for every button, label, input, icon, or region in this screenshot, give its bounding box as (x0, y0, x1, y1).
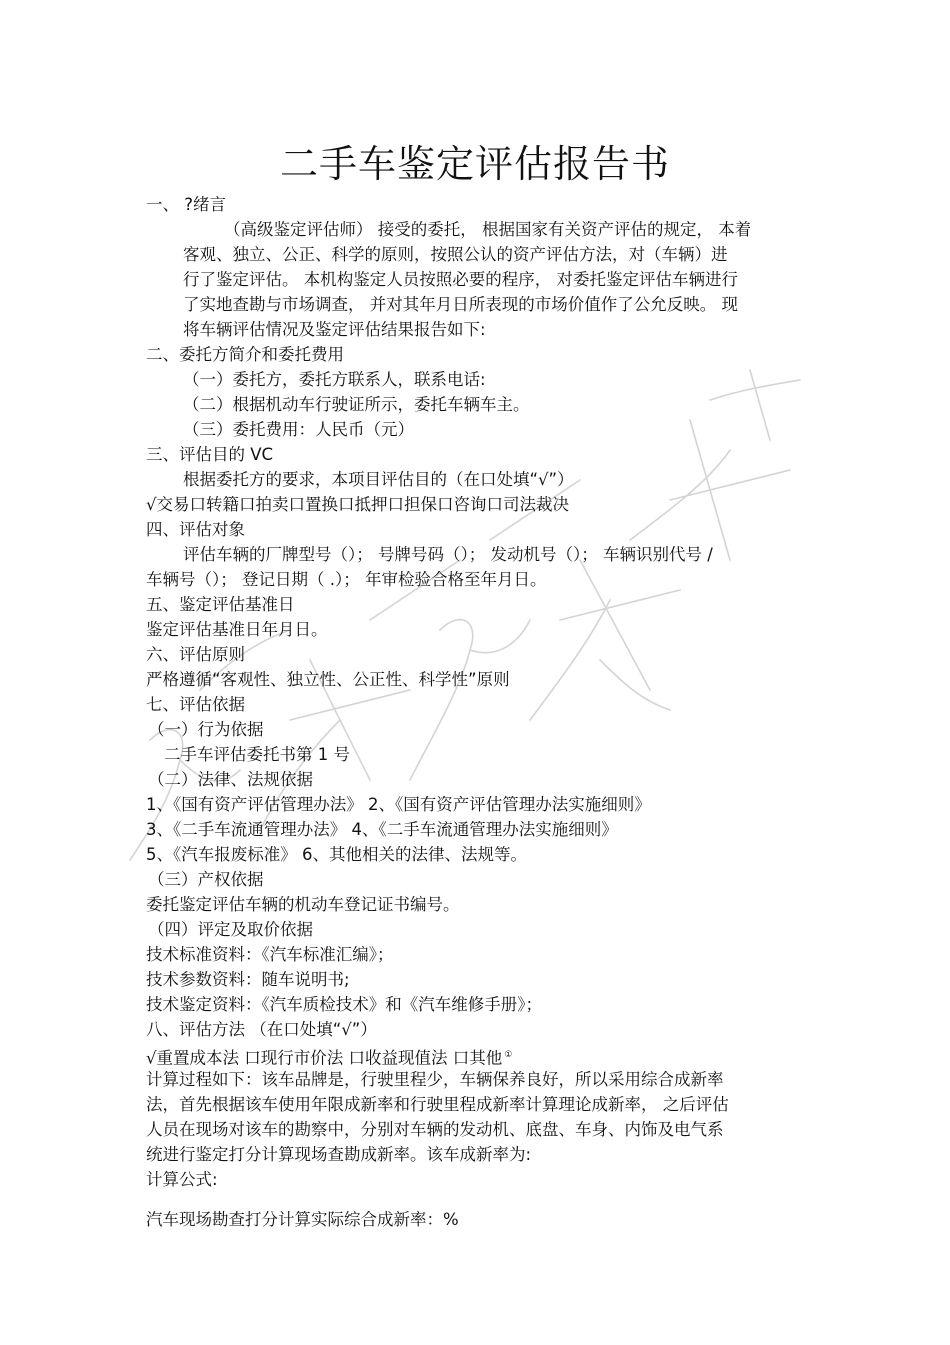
law-line-2: 3、《二手车流通管理办法》 4、《二手车流通管理办法实施细则》 (146, 820, 618, 839)
intro-line-4: 了实地查勘与市场调查， 并对其年月日所表现的市场价值作了公允反映。 现 (183, 295, 738, 314)
base-date-line: 鉴定评估基准日年月日。 (146, 620, 328, 639)
client-line-3: （三）委托费用：人民币（元） (183, 420, 414, 439)
section-6-heading: 六、评估原则 (146, 645, 245, 664)
purpose-line-1: 根据委托方的要求，本项目评估目的（在口处填“√”） (183, 470, 574, 489)
pricing-line-1: 技术标准资料：《汽车标准汇编》； (146, 945, 394, 964)
object-line-2: 车辆号（）； 登记日期（ .）； 年审检验合格至年月日。 (146, 570, 547, 589)
section-4-heading: 四、评估对象 (146, 520, 245, 539)
calc-line-4: 统进行鉴定打分计算现场查勘成新率。该车成新率为: (146, 1145, 532, 1164)
report-title: 二手车鉴定评估报告书 (279, 142, 670, 186)
property-line: 委托鉴定评估车辆的机动车登记证书编号。 (146, 895, 460, 914)
method-options-line (146, 1044, 512, 1070)
client-line-1: （一）委托方，委托方联系人，联系电话: (183, 370, 486, 389)
principle-line: 严格遵循“客观性、独立性、公正性、科学性”原则 (146, 670, 510, 689)
actual-rate-line: 汽车现场勘查打分计算实际综合成新率：% (146, 1210, 459, 1229)
basis-pricing-heading: （四）评定及取价依据 (148, 920, 313, 939)
purpose-line-2: √交易口转籍口拍卖口置换口抵押口担保口咨询口司法裁决 (146, 495, 570, 514)
intro-line-1: （高级鉴定评估师） 接受的委托， 根据国家有关资产评估的规定， 本着 (224, 220, 752, 239)
pricing-line-2: 技术参数资料：随车说明书; (146, 970, 350, 989)
pricing-line-3: 技术鉴定资料：《汽车质检技术》和《汽车维修手册》； (146, 995, 542, 1014)
intro-line-3: 行了鉴定评估。 本机构鉴定人员按照必要的程序， 对委托鉴定评估车辆进行 (183, 270, 738, 289)
calc-line-2: 法，首先根据该车使用年限成新率和行驶里程成新率计算理论成新率， 之后评估 (146, 1095, 729, 1114)
section-8-heading: 八、评估方法 （在口处填“√”） (146, 1020, 377, 1039)
footnote-mark: ① (504, 1050, 513, 1060)
basis-property-heading: （三）产权依据 (148, 870, 264, 889)
method-options-text: √重置成本法 口现行市价法 口收益现值法 口其他 (146, 1048, 503, 1068)
section-2-heading: 二、委托方简介和委托费用 (146, 345, 344, 364)
section-7-heading: 七、评估依据 (146, 695, 245, 714)
intro-line-2: 客观、独立、公正、科学的原则，按照公认的资产评估方法，对（车辆）进 (183, 245, 728, 264)
law-line-1: 1、《国有资产评估管理办法》 2、《国有资产评估管理办法实施细则》 (146, 795, 651, 814)
section-5-heading: 五、鉴定评估基准日 (146, 595, 295, 614)
formula-label: 计算公式: (146, 1170, 218, 1189)
law-line-3: 5、《汽车报废标准》 6、其他相关的法律、法规等。 (146, 845, 527, 864)
basis-act-heading: （一）行为依据 (148, 720, 264, 739)
section-3-heading: 三、评估目的 VC (146, 445, 274, 464)
basis-act-line: 二手车评估委托书第 1 号 (164, 745, 350, 764)
intro-line-5: 将车辆评估情况及鉴定评估结果报告如下: (183, 320, 486, 339)
object-line-1: 评估车辆的厂牌型号（）； 号牌号码（）； 发动机号（）； 车辆识别代号 / (183, 545, 713, 564)
basis-law-heading: （二）法律、法规依据 (148, 770, 313, 789)
client-line-2: （二）根据机动车行驶证所示，委托车辆车主。 (183, 395, 530, 414)
calc-line-1: 计算过程如下：该车品牌是，行驶里程少，车辆保养良好，所以采用综合成新率 (146, 1070, 724, 1089)
section-1-heading: 一、 ?绪言 (146, 195, 227, 214)
calc-line-3: 人员在现场对该车的勘察中，分别对车辆的发动机、底盘、车身、内饰及电气系 (146, 1120, 724, 1139)
